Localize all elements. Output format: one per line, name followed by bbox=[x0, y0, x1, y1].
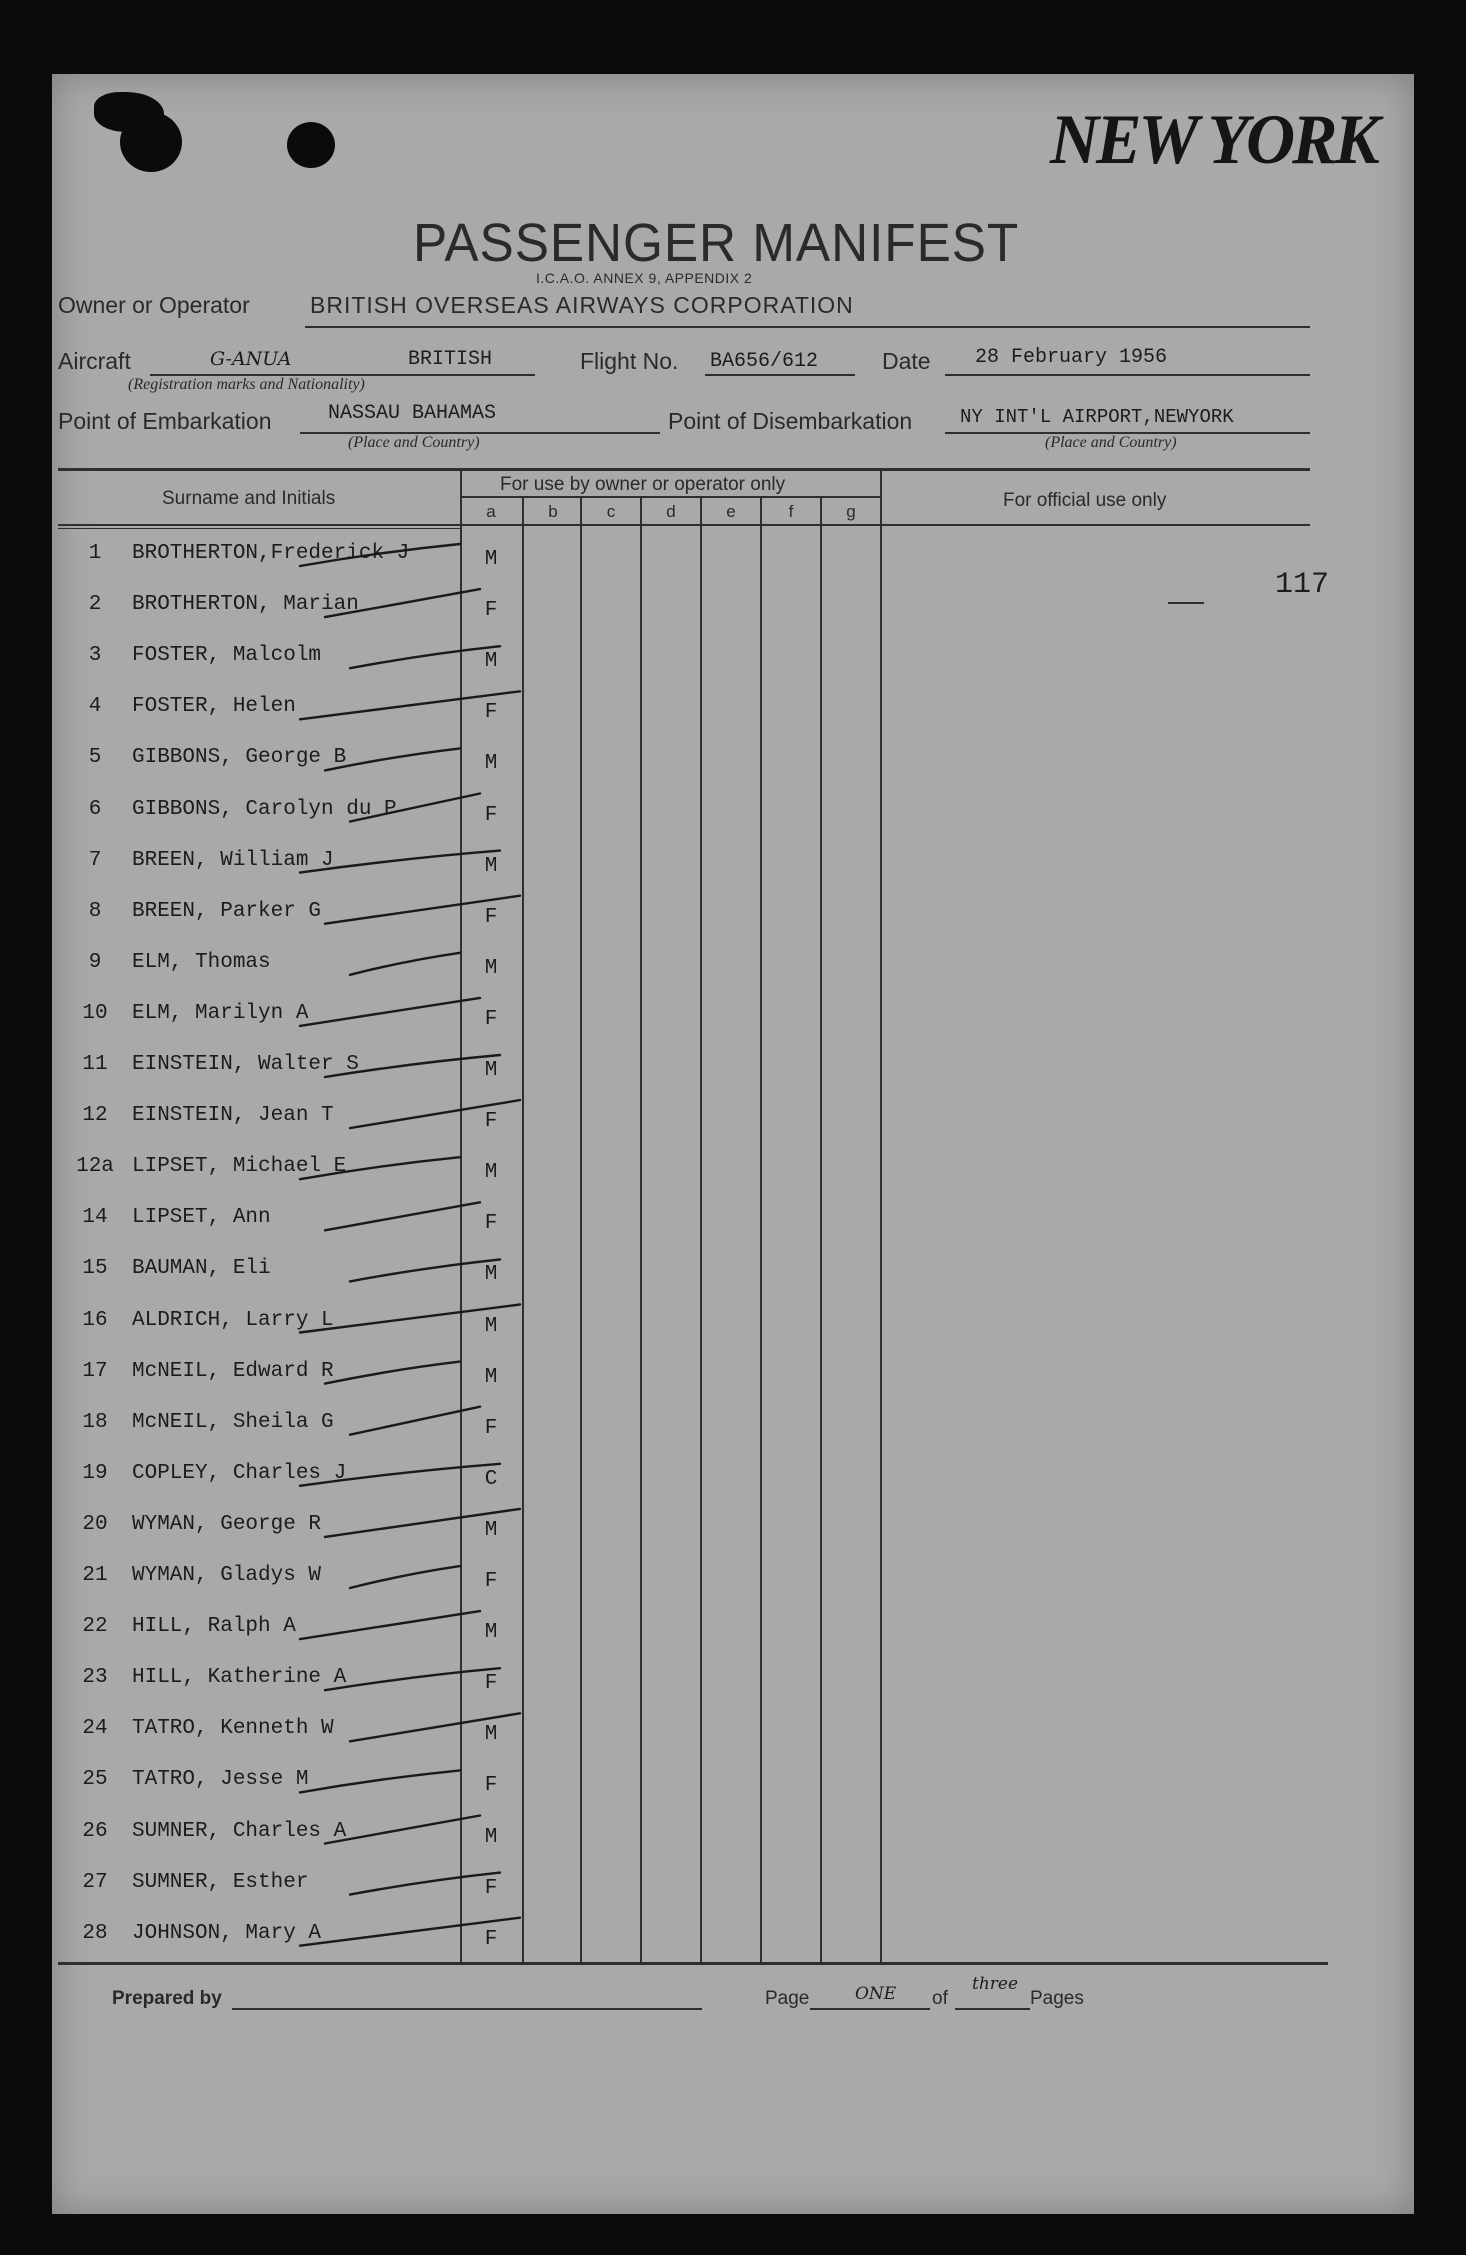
tick-stroke bbox=[300, 544, 460, 566]
official-use-header: For official use only bbox=[1003, 490, 1167, 511]
tick-stroke bbox=[300, 1305, 520, 1333]
passenger-name: WYMAN, Gladys W bbox=[132, 1564, 322, 1587]
prepared-by-label: Prepared by bbox=[112, 1988, 222, 2009]
passenger-sex-code: F bbox=[484, 1570, 498, 1593]
owner-column-f: f bbox=[788, 502, 794, 521]
passenger-sex-code: F bbox=[484, 1007, 498, 1031]
row-number: 25 bbox=[82, 1768, 108, 1792]
passenger-name: EINSTEIN, Jean T bbox=[132, 1104, 334, 1128]
row-number: 27 bbox=[82, 1870, 108, 1894]
aircraft-nationality: BRITISH bbox=[408, 348, 493, 371]
row-number: 22 bbox=[82, 1615, 108, 1639]
passenger-sex-code: F bbox=[484, 905, 498, 929]
row-number: 11 bbox=[82, 1053, 108, 1076]
tick-stroke bbox=[300, 1770, 460, 1792]
row-number: 14 bbox=[82, 1206, 108, 1230]
passenger-name: BROTHERTON,Frederick J bbox=[132, 542, 410, 565]
row-number: 24 bbox=[82, 1717, 108, 1741]
passenger-name: ALDRICH, Larry L bbox=[132, 1308, 334, 1332]
disembarkation-caption: (Place and Country) bbox=[1045, 434, 1177, 451]
owner-column-c: c bbox=[606, 502, 616, 521]
row-number: 3 bbox=[88, 644, 102, 668]
passenger-name: McNEIL, Sheila G bbox=[132, 1410, 334, 1434]
row-number: 23 bbox=[82, 1666, 108, 1690]
owner-column-d: d bbox=[666, 502, 676, 521]
row-number: 7 bbox=[88, 848, 102, 872]
tick-stroke bbox=[300, 1611, 480, 1639]
owner-column-b: b bbox=[548, 502, 558, 521]
passenger-name: ELM, Marilyn A bbox=[132, 1001, 309, 1025]
passenger-name: GIBBONS, George B bbox=[132, 746, 347, 770]
total-rule bbox=[955, 2008, 1030, 2010]
date-value: 28 February 1956 bbox=[975, 346, 1168, 369]
passenger-sex-code: M bbox=[484, 1723, 498, 1747]
row-number: 10 bbox=[82, 1001, 108, 1025]
passenger-sex-code: F bbox=[484, 1672, 498, 1696]
passenger-name: FOSTER, Helen bbox=[132, 695, 296, 719]
tick-stroke bbox=[325, 896, 520, 924]
row-number: 28 bbox=[82, 1921, 108, 1945]
passenger-name: GIBBONS, Carolyn du P bbox=[132, 797, 397, 821]
row-number: 12 bbox=[82, 1104, 108, 1128]
prepared-by-rule bbox=[232, 2008, 702, 2010]
tick-stroke bbox=[325, 1202, 480, 1230]
tick-stroke bbox=[350, 1566, 460, 1588]
passenger-sex-code: M bbox=[484, 1263, 498, 1287]
tick-stroke bbox=[350, 1100, 520, 1128]
passenger-sex-code: F bbox=[484, 1212, 498, 1236]
tick-stroke bbox=[350, 1259, 500, 1281]
row-number: 20 bbox=[82, 1512, 108, 1536]
tick-stroke bbox=[325, 1668, 500, 1690]
aircraft-label: Aircraft bbox=[58, 348, 131, 374]
row-number: 21 bbox=[82, 1564, 108, 1587]
row-number: 17 bbox=[82, 1359, 108, 1383]
passenger-sex-code: C bbox=[484, 1467, 498, 1491]
passenger-sex-code: M bbox=[484, 1621, 498, 1645]
row-number: 8 bbox=[88, 899, 102, 923]
pages-label: Pages bbox=[1030, 1988, 1084, 2009]
flight-label: Flight No. bbox=[580, 348, 679, 374]
row-number: 15 bbox=[82, 1257, 108, 1281]
row-number: 16 bbox=[82, 1308, 108, 1332]
row-number: 4 bbox=[88, 695, 102, 719]
passenger-sex-code: F bbox=[484, 1774, 498, 1798]
passenger-name: HILL, Ralph A bbox=[132, 1615, 296, 1639]
owner-value: BRITISH OVERSEAS AIRWAYS CORPORATION bbox=[310, 292, 854, 318]
page-subtitle: I.C.A.O. ANNEX 9, APPENDIX 2 bbox=[536, 270, 753, 286]
passenger-name: BAUMAN, Eli bbox=[132, 1257, 271, 1281]
passenger-name: TATRO, Kenneth W bbox=[132, 1717, 334, 1741]
tick-stroke bbox=[350, 1407, 480, 1435]
passenger-sex-code: M bbox=[484, 1314, 498, 1338]
row-number: 9 bbox=[88, 950, 102, 974]
row-number: 6 bbox=[88, 797, 102, 821]
total-pages: three bbox=[972, 1974, 1019, 1994]
embarkation-label: Point of Embarkation bbox=[58, 408, 272, 434]
tick-stroke bbox=[300, 1157, 460, 1179]
tick-stroke bbox=[325, 1362, 460, 1384]
owner-label: Owner or Operator bbox=[58, 292, 250, 318]
surname-header: Surname and Initials bbox=[162, 488, 336, 509]
passenger-name: BROTHERTON, Marian bbox=[132, 593, 359, 617]
passenger-sex-code: M bbox=[484, 1161, 498, 1185]
flight-number: BA656/612 bbox=[710, 350, 819, 373]
page-label: Page bbox=[765, 1988, 810, 2009]
disembarkation-label: Point of Disembarkation bbox=[668, 408, 913, 434]
passenger-name: SUMNER, Esther bbox=[132, 1870, 309, 1894]
passenger-sex-code: M bbox=[484, 1518, 498, 1542]
page-rule bbox=[810, 2008, 930, 2010]
row-number: 1 bbox=[88, 542, 102, 565]
embarkation-caption: (Place and Country) bbox=[348, 434, 480, 451]
disembarkation-value: NY INT'L AIRPORT,NEWYORK bbox=[960, 406, 1234, 428]
row-number: 2 bbox=[88, 593, 102, 617]
tick-stroke bbox=[350, 953, 460, 975]
tick-stroke bbox=[350, 646, 500, 668]
passenger-sex-code: M bbox=[484, 548, 498, 571]
passenger-sex-code: M bbox=[484, 1059, 498, 1082]
page-title: PASSENGER MANIFEST bbox=[413, 213, 1020, 273]
row-number: 26 bbox=[82, 1819, 108, 1843]
tick-stroke bbox=[325, 1055, 500, 1077]
embarkation-value: NASSAU BAHAMAS bbox=[328, 402, 497, 425]
passenger-sex-code: M bbox=[484, 1825, 498, 1849]
owner-column-e: e bbox=[726, 502, 736, 521]
passenger-sex-code: F bbox=[484, 1876, 498, 1900]
tick-stroke bbox=[300, 691, 520, 719]
passenger-sex-code: M bbox=[484, 1365, 498, 1389]
tick-stroke bbox=[300, 851, 500, 873]
page-number: ONE bbox=[855, 1984, 897, 2004]
passenger-sex-code: F bbox=[484, 1927, 498, 1951]
owner-column-a: a bbox=[486, 502, 496, 521]
passenger-name: COPLEY, Charles J bbox=[132, 1461, 347, 1485]
passenger-name: LIPSET, Michael E bbox=[132, 1155, 347, 1179]
owner-column-g: g bbox=[846, 502, 856, 521]
aircraft-caption: (Registration marks and Nationality) bbox=[128, 376, 365, 393]
row-number: 19 bbox=[82, 1461, 108, 1485]
passenger-name: EINSTEIN, Walter S bbox=[132, 1053, 359, 1076]
tick-stroke bbox=[350, 794, 480, 822]
passenger-sex-code: F bbox=[484, 1110, 498, 1134]
passenger-sex-code: F bbox=[484, 701, 498, 725]
tick-stroke bbox=[350, 1713, 520, 1741]
owner-use-header: For use by owner or operator only bbox=[500, 474, 786, 495]
passenger-name: FOSTER, Malcolm bbox=[132, 644, 322, 668]
passenger-name: BREEN, Parker G bbox=[132, 899, 322, 923]
of-label: of bbox=[932, 1988, 948, 2009]
tick-stroke bbox=[325, 589, 480, 617]
passenger-sex-code: M bbox=[484, 956, 498, 980]
passenger-name: TATRO, Jesse M bbox=[132, 1768, 309, 1792]
aircraft-registration: G-ANUA bbox=[210, 348, 292, 370]
passenger-sex-code: F bbox=[484, 1416, 498, 1440]
passenger-sex-code: M bbox=[484, 650, 498, 674]
row-number: 5 bbox=[88, 746, 102, 770]
date-label: Date bbox=[882, 348, 931, 374]
passenger-name: HILL, Katherine A bbox=[132, 1666, 347, 1690]
passenger-name: BREEN, William J bbox=[132, 848, 334, 872]
tick-stroke bbox=[350, 1873, 500, 1895]
official-note: 117 bbox=[1275, 568, 1330, 602]
tick-stroke bbox=[300, 1464, 500, 1486]
row-number: 18 bbox=[82, 1410, 108, 1434]
passenger-name: ELM, Thomas bbox=[132, 950, 271, 974]
passenger-name: LIPSET, Ann bbox=[132, 1206, 271, 1230]
passenger-name: WYMAN, George R bbox=[132, 1512, 322, 1536]
passenger-sex-code: M bbox=[484, 854, 498, 878]
passenger-sex-code: M bbox=[484, 752, 498, 776]
passenger-name: SUMNER, Charles A bbox=[132, 1819, 347, 1843]
tick-stroke bbox=[325, 1816, 480, 1844]
tick-stroke bbox=[325, 1509, 520, 1537]
passenger-name: JOHNSON, Mary A bbox=[132, 1921, 322, 1945]
row-number: 12a bbox=[76, 1155, 114, 1179]
passenger-sex-code: F bbox=[484, 599, 498, 623]
passenger-name: McNEIL, Edward R bbox=[132, 1359, 334, 1383]
tick-stroke bbox=[325, 748, 460, 770]
tick-stroke bbox=[300, 1918, 520, 1946]
port-stamp: NEW YORK bbox=[1050, 99, 1377, 179]
passenger-sex-code: F bbox=[484, 803, 498, 827]
tick-stroke bbox=[300, 998, 480, 1026]
